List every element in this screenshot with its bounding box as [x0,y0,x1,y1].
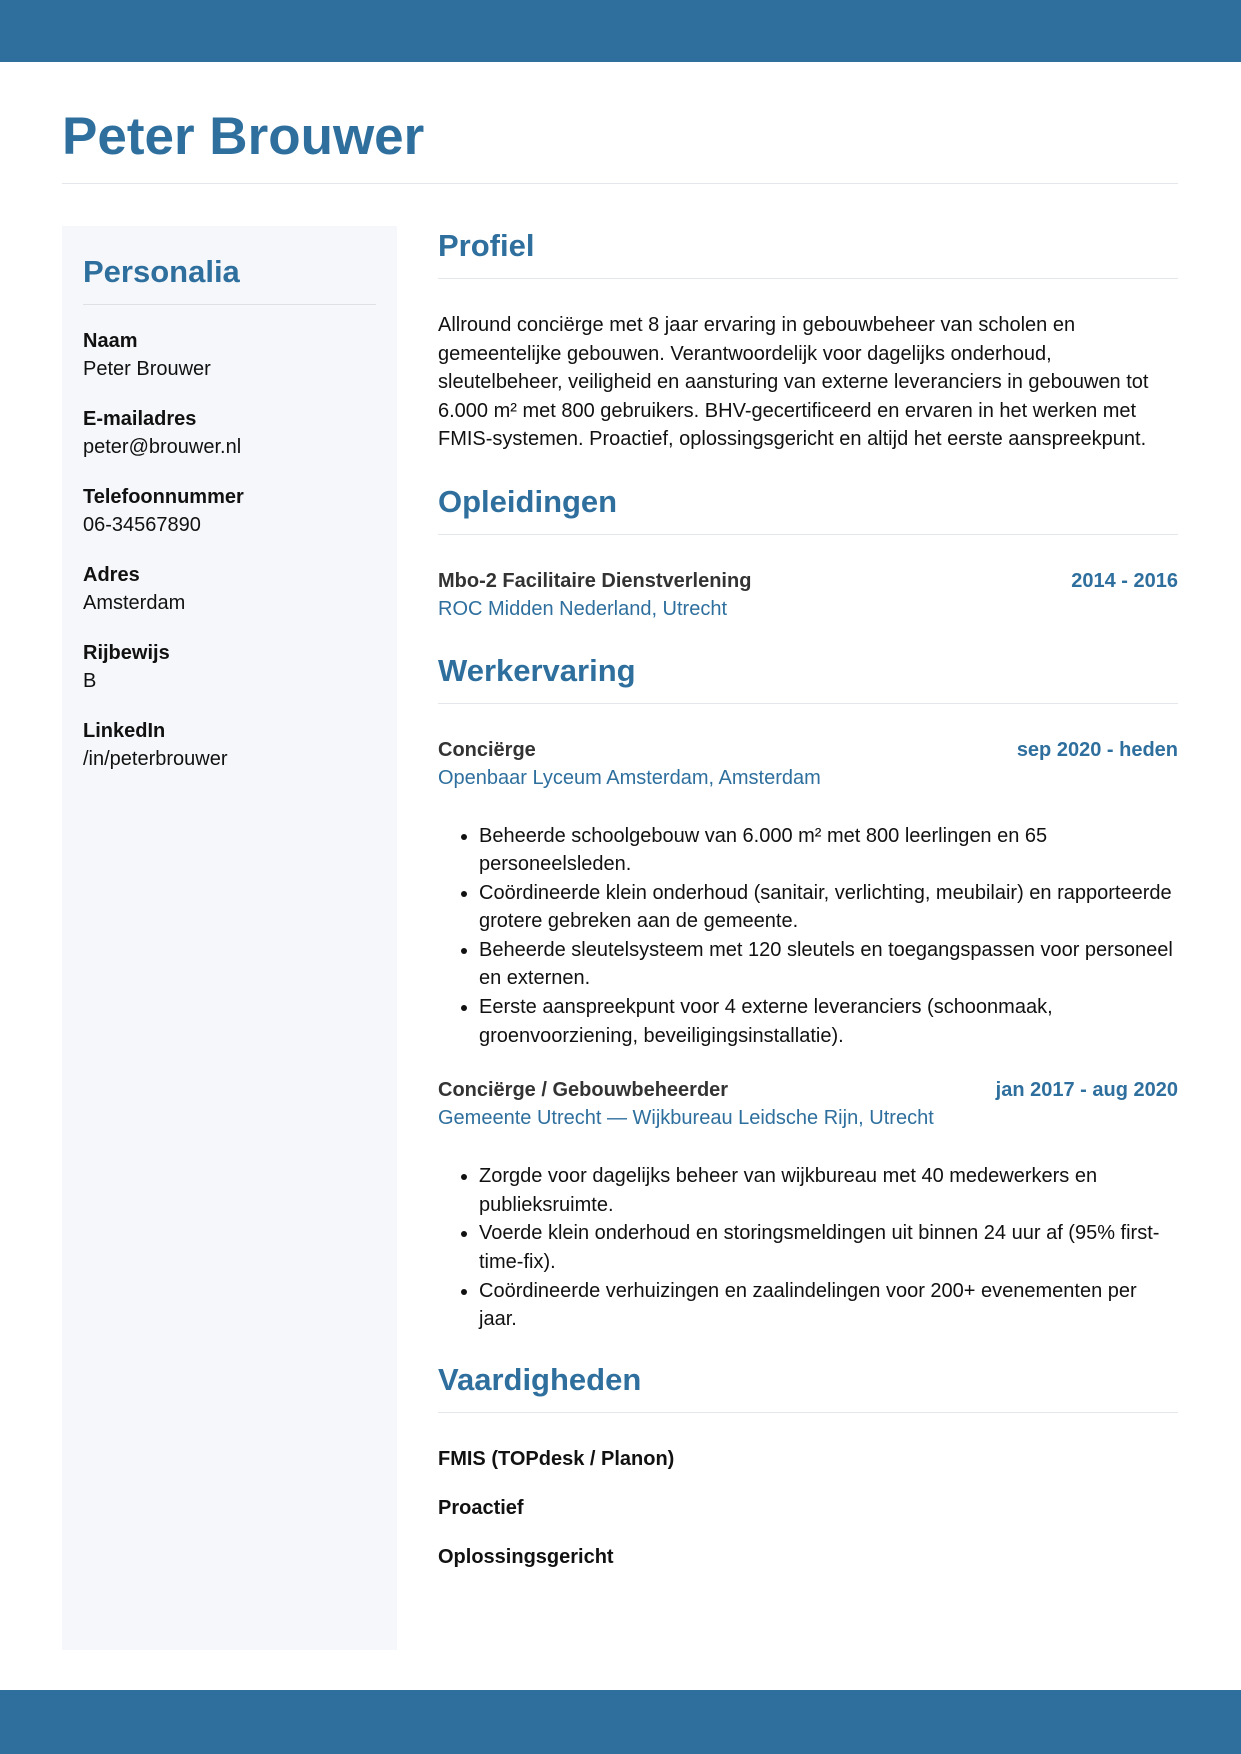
field-linkedin [83,717,376,773]
job-period: sep 2020 - heden [1016,738,1178,761]
field-email [83,405,376,461]
page-title: Peter Brouwer [62,107,425,166]
education-school: ROC Midden Nederland, Utrecht [438,597,728,620]
field-license [83,639,376,695]
list-item: • Beheerde schoolgebouw van 6.000 m² met 800 leerlingen en 65 personeelsleden. [479,822,1178,879]
field-label: Naam [83,330,138,352]
field-label: Adres [83,564,140,586]
education-section [438,482,1178,623]
bottom-banner [0,1690,1241,1754]
field-label: E-mailadres [83,408,197,430]
section-title: Werkervaring [438,652,636,688]
job-bullets [438,822,1178,1051]
field-address [83,561,376,617]
job-employer: Openbaar Lyceum Amsterdam, Amsterdam [438,766,821,789]
personal-details-sidebar [62,226,397,1650]
skills-section [438,1360,1178,1571]
section-divider [438,278,1178,279]
experience-section [438,651,1178,1334]
header-divider [62,183,1178,184]
field-phone [83,483,376,539]
list-item: • Coördineerde verhuizingen en zaalindelingen voor 200+ evenementen per jaar. [479,1277,1178,1334]
section-title: Opleidingen [438,483,618,519]
top-banner [0,0,1241,62]
field-value: Peter Brouwer [83,358,211,380]
field-value: B [83,670,97,692]
field-value: 06-34567890 [83,514,201,536]
main-content [438,226,1178,1599]
profile-section [438,226,1178,454]
field-name [83,327,376,383]
job-period: jan 2017 - aug 2020 [995,1079,1178,1102]
field-label: Rijbewijs [83,642,170,664]
section-title: Vaardigheden [438,1361,642,1397]
profile-text: Allround conciërge met 8 jaar ervaring in gebouwbeheer van scholen en gemeentelijke gebouwen. Verantwoordelijk voor dagelijks onderhoud, sleutelbeheer, veiligheid en aansturing van externe leveranciers in gebouwen tot 6.000 m² met 800 gebruikers. BHV-gecertificeerd en ervaren in het werken met FMIS-systemen. Proactief, oplossingsgericht en altijd het eerste aanspreekpunt. [438,314,1149,450]
section-divider [438,534,1178,535]
field-value: Amsterdam [83,592,186,614]
list-item: • Voerde klein onderhoud en storingsmeldingen uit binnen 24 uur af (95% first-time-fix). [479,1219,1178,1276]
education-period: 2014 - 2016 [1071,569,1178,592]
field-value: peter@brouwer.nl [83,436,242,458]
field-value: /in/peterbrouwer [83,748,228,770]
job-employer: Gemeente Utrecht — Wijkbureau Leidsche Rijn, Utrecht [438,1107,934,1130]
field-label: LinkedIn [83,720,166,742]
list-item: • Zorgde voor dagelijks beheer van wijkbureau met 40 medewerkers en publieksruimte. [479,1162,1178,1219]
sidebar-divider [83,304,376,305]
sidebar-title: Personalia [83,254,240,289]
skill-item: Proactief [438,1496,524,1519]
section-title: Profiel [438,228,535,263]
section-divider [438,703,1178,704]
list-item: • Beheerde sleutelsysteem met 120 sleutels en toegangspassen voor personeel en externen. [479,936,1178,993]
list-item: • Eerste aanspreekpunt voor 4 externe leveranciers (schoonmaak, groenvoorziening, beveiligingsinstallatie). [479,993,1178,1050]
field-label: Telefoonnummer [83,486,244,508]
experience-entry [438,736,1178,1051]
job-title: Conciërge [438,738,536,761]
job-title: Conciërge / Gebouwbeheerder [438,1079,729,1102]
skill-item: FMIS (TOPdesk / Planon) [438,1447,675,1470]
education-degree: Mbo-2 Facilitaire Dienstverlening [438,569,752,592]
job-bullets [438,1162,1178,1334]
list-item: • Coördineerde klein onderhoud (sanitair, verlichting, meubilair) en rapporteerde grotere gebreken aan de gemeente. [479,879,1178,936]
experience-entry [438,1076,1178,1334]
education-entry [438,567,1178,623]
skill-item: Oplossingsgericht [438,1545,614,1568]
section-divider [438,1412,1178,1413]
